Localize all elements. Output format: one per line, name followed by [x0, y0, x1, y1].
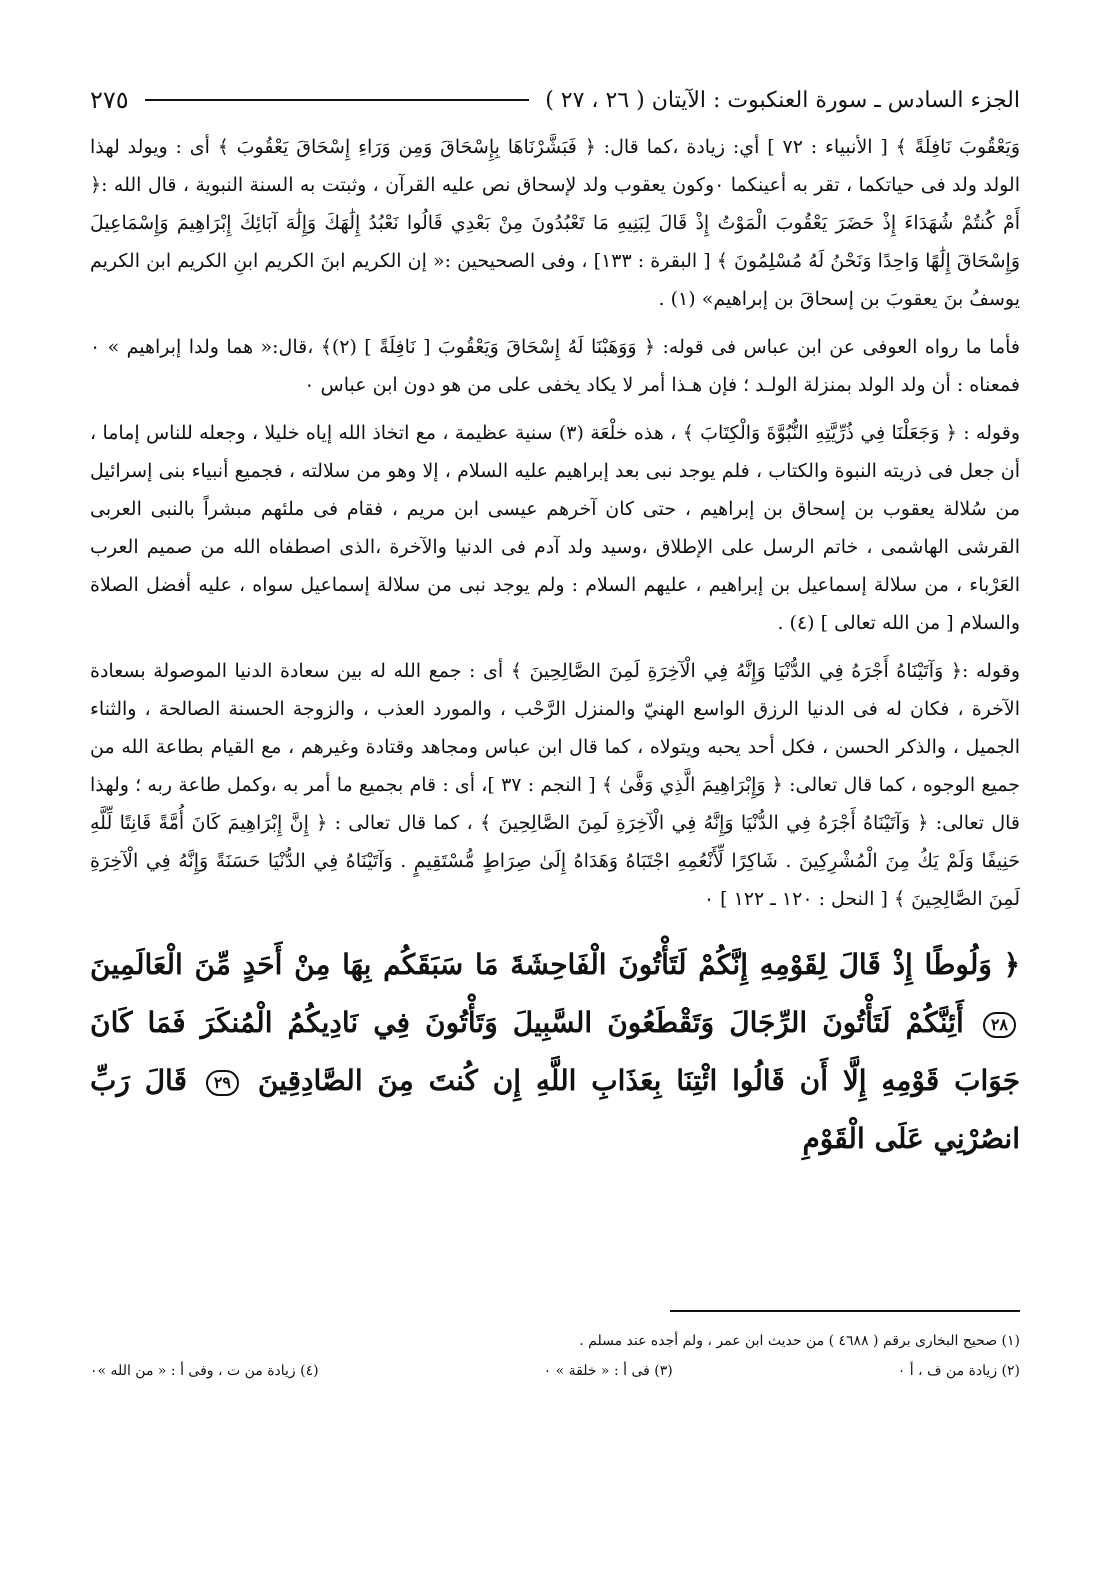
book-page [90, 78, 1021, 1379]
paragraph-4: وقوله :﴿ وَآتَيْنَاهُ أَجْرَهُ فِي الدُّنْيَا وَإِنَّهُ فِي الْآخِرَةِ لَمِنَ الصَّالِحِينَ ﴾ أى : جمع الله له بين سعادة الدنيا الموصولة بسعادة الآخرة ، فكان له فى الدنيا الرزق الواسع الهنيّ والمنزل الرَّحْب ، والمورد العذب ، والزوجة الحسنة الصالحة ، والثناء الجميل ، والذكر الحسن ، فكل أحد يحبه ويتولاه ، كما قال ابن عباس ومجاهد وقتادة وغيرهم ، مع القيام بطاعة الله من جميع الوجوه ، كما قال تعالى: ﴿ وَإِبْرَاهِيمَ الَّذِي وَفَّىٰ ﴾ [ النجم : ٣٧ ]، أى : قام بجميع ما أمر به ،وكمل طاعة ربه ؛ ولهذا قال تعالى: ﴿ وَآتَيْنَاهُ أَجْرَهُ فِي الدُّنْيَا وَإِنَّهُ فِي الْآخِرَةِ لَمِنَ الصَّالِحِينَ ﴾ ، كما قال تعالى : ﴿ إِنَّ إِبْرَاهِيمَ كَانَ أُمَّةً قَانِتًا لِّلَّهِ حَنِيفًا وَلَمْ يَكُ مِنَ الْمُشْرِكِينَ . شَاكِرًا لِّأَنْعُمِهِ اجْتَبَاهُ وَهَدَاهُ إِلَىٰ صِرَاطٍ مُّسْتَقِيمٍ . وَآتَيْنَاهُ فِي الدُّنْيَا حَسَنَةً وَإِنَّهُ فِي الْآخِرَةِ لَمِنَ الصَّالِحِينَ ﴾ [ النحل : ١٢٠ ـ ١٢٢ ] ٠ [90, 660, 1020, 910]
paragraph-2: فأما ما رواه العوفى عن ابن عباس فى قوله: ﴿ وَوَهَبْنَا لَهُ إِسْحَاقَ وَيَعْقُوبَ [ نَافِلَةً ] (٢)﴾ ،قال:« هما ولدا إبراهيم » ٠ فمعناه : أن ولد الولد بمنزلة الولـد ؛ فإن هـذا أمر لا يكاد يخفى على من هو دون ابن عباس ٠ [90, 336, 1020, 396]
footnotes [90, 1326, 1020, 1386]
verse-30-text: قَالَ رَبِّ انصُرْنِي عَلَى الْقَوْمِ [90, 1064, 1020, 1155]
verse-28-text: ﴿ وَلُوطًا إِذْ قَالَ لِقَوْمِهِ إِنَّكُمْ لَتَأْتُونَ الْفَاحِشَةَ مَا سَبَقَكُم بِهَا مِنْ أَحَدٍ مِّنَ الْعَالَمِينَ [90, 948, 1020, 981]
verse-number-28: ٢٨ [983, 1012, 1016, 1038]
footnote-4: (٤) زيادة من ت ، وفى أ : « من الله »٠ [90, 1363, 319, 1379]
footnote-1: (١) صحيح البخارى برقم ( ٤٦٨٨ ) من حديث ابن عمر ، ولم أجده عند مسلم . [579, 1333, 1020, 1349]
paragraph-3: وقوله : ﴿ وَجَعَلْنَا فِي ذُرِّيَّتِهِ النُّبُوَّةَ وَالْكِتَابَ ﴾ ، هذه خلْعَة (٣) سنية عظيمة ، مع اتخاذ الله إياه خليلا ، وجعله للناس إماما ، أن جعل فى ذريته النبوة والكتاب ، فلم يوجد نبى بعد إبراهيم عليه السلام ، إلا وهو من سلالته ، فجميع أنبياء بنى إسرائيل من سُلالة يعقوب بن إسحاق بن إبراهيم ، حتى كان آخرهم عيسى ابن مريم ، فقام فى ملئهم مبشراً بالنبى العربى القرشى الهاشمى ، خاتم الرسل على الإطلاق ،وسيد ولد آدم فى الدنيا والآخرة ،الذى اصطفاه الله من صميم العرب العَرْباء ، من سلالة إسماعيل بن إبراهيم ، عليهم السلام : ولم يوجد نبى من سلالة إسماعيل سواه ، عليه أفضل الصلاة والسلام [ من الله تعالى ] (٤) . [90, 422, 1021, 634]
footnote-2: (٢) زيادة من ف ، أ ٠ [897, 1363, 1020, 1379]
header-title: الجزء السادس ـ سورة العنكبوت : الآيتان ( ٢٦ ، ٢٧ ) [545, 87, 1020, 113]
running-header [90, 78, 1020, 122]
commentary-body [90, 128, 1020, 918]
quran-verses [90, 936, 1020, 1168]
verse-29-text: أَئِنَّكُمْ لَتَأْتُونَ الرِّجَالَ وَتَقْطَعُونَ السَّبِيلَ وَتَأْتُونَ فِي نَادِيكُمُ الْمُنكَرَ فَمَا كَانَ جَوَابَ قَوْمِهِ إِلَّا أَن قَالُوا ائْتِنَا بِعَذَابِ اللَّهِ إِن كُنتَ مِنَ الصَّادِقِينَ [90, 1006, 1021, 1097]
paragraph-1: وَيَعْقُوبَ نَافِلَةً ﴾ [ الأنبياء : ٧٢ ] أي: زيادة ،كما قال: ﴿ فَبَشَّرْنَاهَا بِإِسْحَاقَ وَمِن وَرَاءِ إِسْحَاقَ يَعْقُوبَ ﴾ أى : ويولد لهذا الولد ولد فى حياتكما ، تقر به أعينكما ٠وكون يعقوب ولد لإسحاق نص عليه القرآن ، وثبتت به السنة النبوية ، قال الله :﴿ أَمْ كُنتُمْ شُهَدَاءَ إِذْ حَضَرَ يَعْقُوبَ الْمَوْتُ إِذْ قَالَ لِبَنِيهِ مَا تَعْبُدُونَ مِنْ بَعْدِي قَالُوا نَعْبُدُ إِلَٰهَكَ وَإِلَٰهَ آبَائِكَ إِبْرَاهِيمَ وَإِسْمَاعِيلَ وَإِسْحَاقَ إِلَٰهًا وَاحِدًا وَنَحْنُ لَهُ مُسْلِمُونَ ﴾ [ البقرة : ١٣٣] ، وفى الصحيحين :« إن الكريم ابنَ الكريم ابنِ الكريم ابن الكريم يوسفُ بنَ يعقوبَ بن إسحاقَ بن إبراهيم» (١) . [90, 136, 1021, 310]
footnote-separator [670, 1310, 1020, 1312]
footnote-row [90, 1356, 1020, 1386]
verse-number-29: ٢٩ [206, 1070, 239, 1096]
page-number: ٢٧٥ [90, 86, 129, 114]
header-rule [145, 99, 530, 101]
footnote-3: (٣) فى أ : « خلقة » ٠ [543, 1363, 673, 1379]
